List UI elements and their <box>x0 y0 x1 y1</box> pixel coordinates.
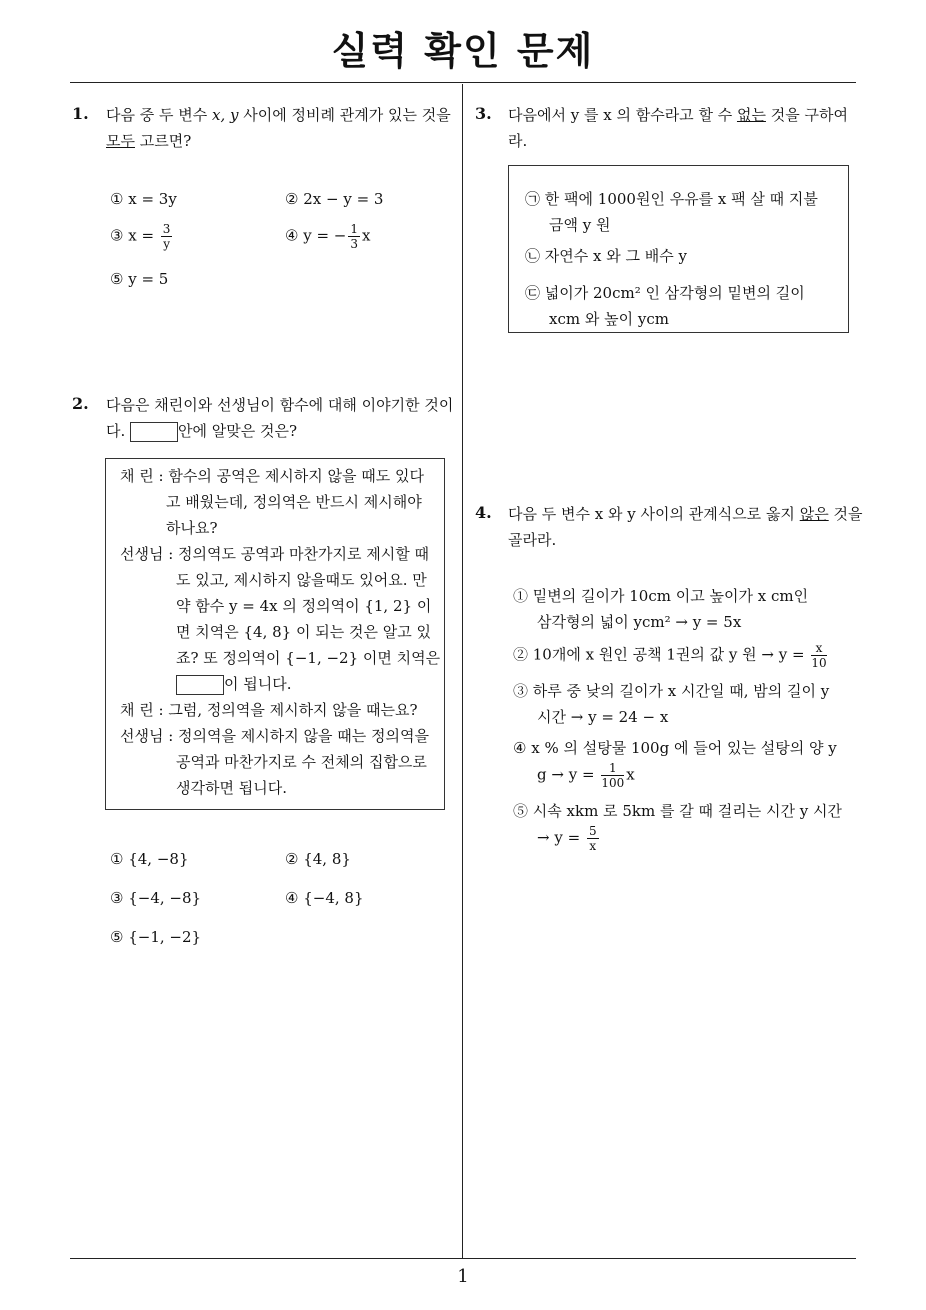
option-5[interactable]: ⑤ {−1, −2} <box>110 928 202 946</box>
question-text: 다음 두 변수 x 와 y 사이의 관계식으로 옳지 않은 것을 <box>508 505 863 523</box>
dialog-line: 채 린 : 그럼, 정의역을 제시하지 않을 때는요? <box>120 701 418 719</box>
dialog-line: 공역과 마찬가지로 수 전체의 집합으로 <box>176 753 427 771</box>
dialog-line: 이 됩니다. <box>176 673 292 695</box>
option-2[interactable]: ② 10개에 x 원인 공책 1권의 값 y 원 → y = $\frac{x}{10}$ <box>513 641 827 670</box>
question-text-cont: 라. <box>508 132 528 150</box>
option-5-cont: → y = $\frac{5}{x}$ <box>537 824 597 853</box>
page-title: 실력 확인 문제 <box>331 29 595 73</box>
item-1-cont: 금액 y 원 <box>549 216 611 234</box>
option-3-cont: 시간 → y = 24 − x <box>537 708 669 726</box>
dialog-line: 죠? 또 정의역이 {−1, −2} 이면 치역은 <box>176 649 441 667</box>
question-text-cont: 모두 고르면? <box>106 132 192 150</box>
option-4[interactable]: ④ x % 의 설탕물 100g 에 들어 있는 설탕의 양 y <box>513 739 837 757</box>
item-1: ㉠ 한 팩에 1000원인 우유를 x 팩 살 때 지불 <box>525 190 818 208</box>
fraction: $\frac{1}{100}$ <box>601 761 625 790</box>
dialog-line: 고 배웠는데, 정의역은 반드시 제시해야 <box>166 493 422 511</box>
question-text: 다음에서 y 를 x 의 함수라고 할 수 없는 것을 구하여 <box>508 106 848 124</box>
header-rule <box>70 82 856 83</box>
fraction: $\frac{1}{3}$ <box>350 222 359 251</box>
item-3-cont: xcm 와 높이 ycm <box>549 310 669 328</box>
dialog-line: 선생님 : 정의역을 제시하지 않을 때는 정의역을 <box>120 727 429 745</box>
fraction: $\frac{x}{10}$ <box>811 641 827 670</box>
option-1[interactable]: ① {4, −8} <box>110 850 189 868</box>
option-4[interactable]: ④ y = − $\frac{1}{3}$ x <box>285 222 371 251</box>
dialog-line: 면 치역은 {4, 8} 이 되는 것은 알고 있 <box>176 623 431 641</box>
option-2[interactable]: ② 2x − y = 3 <box>285 190 384 208</box>
question-number: 4. <box>475 503 492 522</box>
option-2[interactable]: ② {4, 8} <box>285 850 351 868</box>
item-2: ㉡ 자연수 x 와 그 배수 y <box>525 247 687 265</box>
dialog-line: 생각하면 됩니다. <box>176 779 287 797</box>
column-divider <box>462 84 463 1258</box>
option-5[interactable]: ⑤ y = 5 <box>110 270 169 288</box>
answer-blank <box>176 675 224 695</box>
dialog-line: 도 있고, 제시하지 않을때도 있어요. 만 <box>176 571 427 589</box>
items-box <box>508 165 849 333</box>
dialog-line: 채 린 : 함수의 공역은 제시하지 않을 때도 있다 <box>120 467 425 485</box>
option-3[interactable]: ③ {−4, −8} <box>110 889 202 907</box>
fraction: $\frac{5}{x}$ <box>588 824 597 853</box>
option-1[interactable]: ① 밑변의 길이가 10cm 이고 높이가 x cm인 <box>513 587 809 605</box>
fraction: $\frac{3}{y}$ <box>162 222 171 251</box>
item-3: ㉢ 넓이가 20cm² 인 삼각형의 밑변의 길이 <box>525 284 805 302</box>
option-3[interactable]: ③ 하루 중 낮의 길이가 x 시간일 때, 밤의 길이 y <box>513 682 830 700</box>
question-text-cont: 다. 안에 알맞은 것은? <box>106 422 298 440</box>
dialog-line: 약 함수 y = 4x 의 정의역이 {1, 2} 이 <box>176 597 432 615</box>
question-text: 다음 중 두 변수 x, y 사이에 정비례 관계가 있는 것을 <box>106 106 451 124</box>
dialog-line: 선생님 : 정의역도 공역과 마찬가지로 제시할 때 <box>120 545 429 563</box>
option-1[interactable]: ① x = 3y <box>110 190 177 208</box>
dialog-box <box>105 458 445 810</box>
option-5[interactable]: ⑤ 시속 xkm 로 5km 를 갈 때 걸리는 시간 y 시간 <box>513 802 842 820</box>
footer-rule <box>70 1258 856 1259</box>
option-4[interactable]: ④ {−4, 8} <box>285 889 364 907</box>
option-1-cont: 삼각형의 넓이 ycm² → y = 5x <box>537 613 742 631</box>
question-text: 다음은 채린이와 선생님이 함수에 대해 이야기한 것이 <box>106 396 454 414</box>
option-3[interactable]: ③ x = $\frac{3}{y}$ <box>110 222 171 251</box>
page-number: 1 <box>457 1266 469 1287</box>
dialog-line: 하나요? <box>166 519 218 537</box>
question-number: 2. <box>72 394 89 413</box>
question-number: 1. <box>72 104 89 123</box>
option-4-cont: g → y = $\frac{1}{100}$ x <box>537 761 635 790</box>
question-number: 3. <box>475 104 492 123</box>
question-text-cont: 골라라. <box>508 531 557 549</box>
answer-blank <box>130 422 178 442</box>
